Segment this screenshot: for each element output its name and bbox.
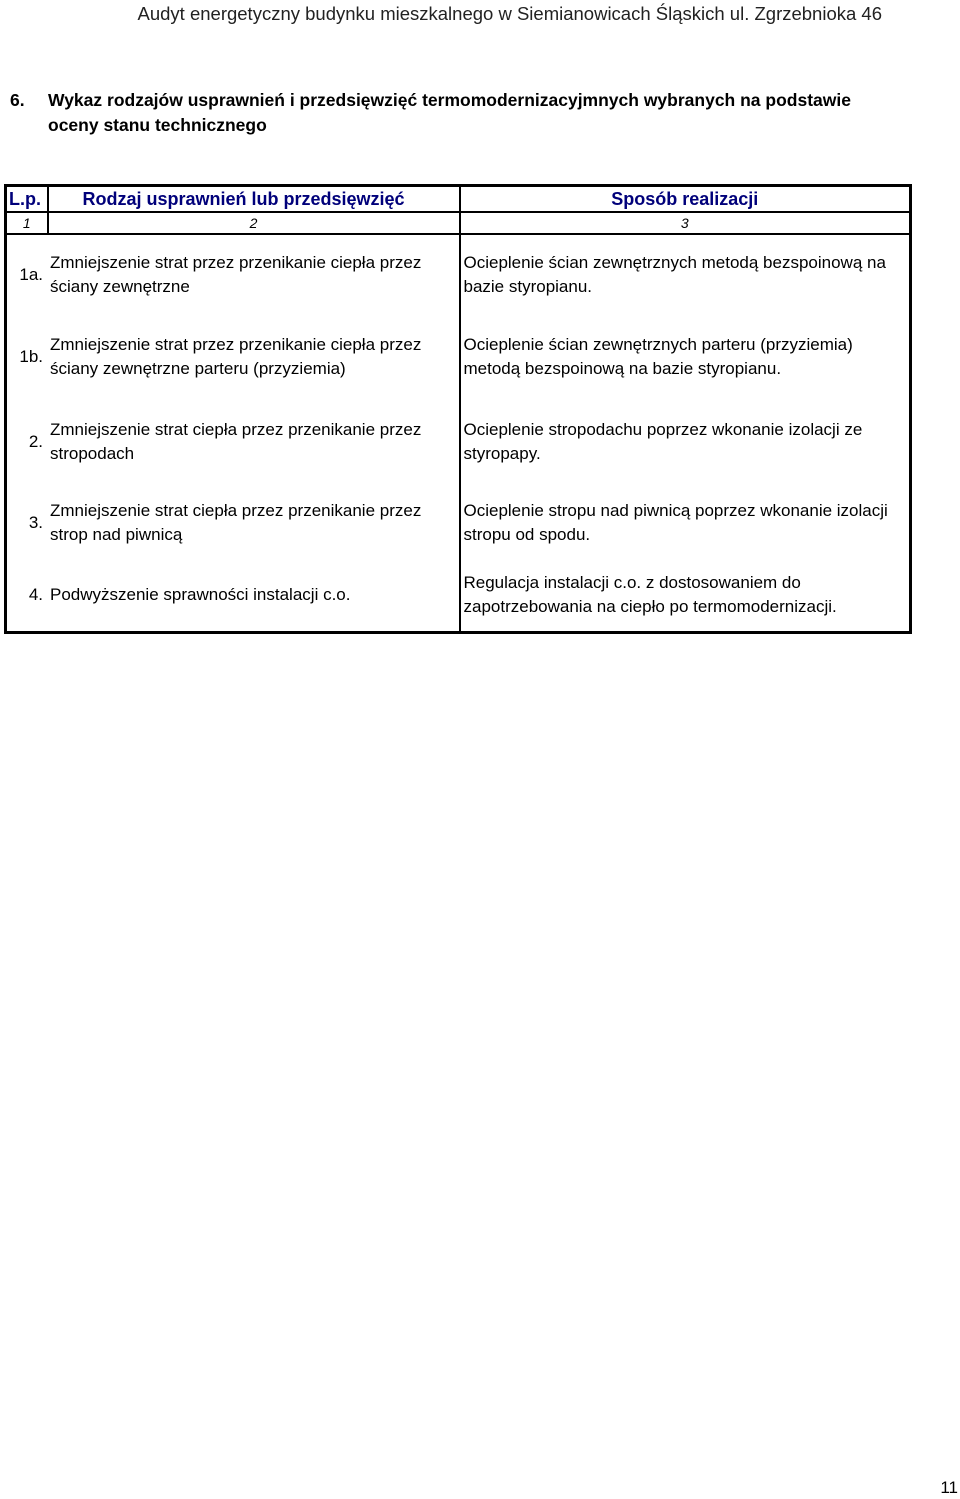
row-lp: 3. [6,484,48,562]
measures-table [4,184,912,634]
section-title: Wykaz rodzajów usprawnień i przedsięwzięć termomodernizacyjmnych wybranych na podstawie oceny stanu technicznego [48,90,851,135]
column-number: 2 [48,212,460,234]
page-number: 11 [940,1478,958,1497]
row-kind: Zmniejszenie strat przez przenikanie ciepła przez ściany zewnętrzne parteru (przyziemia) [48,314,460,400]
row-method: Ocieplenie stropodachu poprzez wkonanie izolacji ze styropapy. [460,400,911,484]
row-method: Ocieplenie stropu nad piwnicą poprzez wkonanie izolacji stropu od spodu. [460,484,911,562]
row-method: Ocieplenie ścian zewnętrznych metodą bezspoinową na bazie styropianu. [460,234,911,314]
row-lp: 1b. [6,314,48,400]
table-header-row [6,186,911,213]
row-method: Regulacja instalacji c.o. z dostosowaniem do zapotrzebowania na ciepło po termomodernizacji. [460,562,911,632]
running-header: Audyt energetyczny budynku mieszkalnego w Siemianowicach Śląskich ul. Zgrzebnioka 46 [137,3,882,24]
table-row [6,562,911,632]
table-row [6,314,911,400]
row-lp: 1a. [6,234,48,314]
row-kind: Zmniejszenie strat ciepła przez przenikanie przez strop nad piwnicą [48,484,460,562]
row-kind: Zmniejszenie strat ciepła przez przenikanie przez stropodach [48,400,460,484]
header-method: Sposób realizacji [460,186,911,213]
row-kind: Podwyższenie sprawności instalacji c.o. [48,562,460,632]
header-kind: Rodzaj usprawnień lub przedsięwzięć [48,186,460,213]
column-number-row [6,212,911,234]
column-number: 3 [460,212,911,234]
row-method: Ocieplenie ścian zewnętrznych parteru (przyziemia) metodą bezspoinową na bazie styropianu. [460,314,911,400]
section-heading [10,88,890,138]
table-row [6,234,911,314]
table-row [6,484,911,562]
table-row [6,400,911,484]
column-number: 1 [6,212,48,234]
header-lp: L.p. [6,186,48,213]
section-number: 6. [10,90,25,110]
row-lp: 2. [6,400,48,484]
row-kind: Zmniejszenie strat przez przenikanie ciepła przez ściany zewnętrzne [48,234,460,314]
row-lp: 4. [6,562,48,632]
